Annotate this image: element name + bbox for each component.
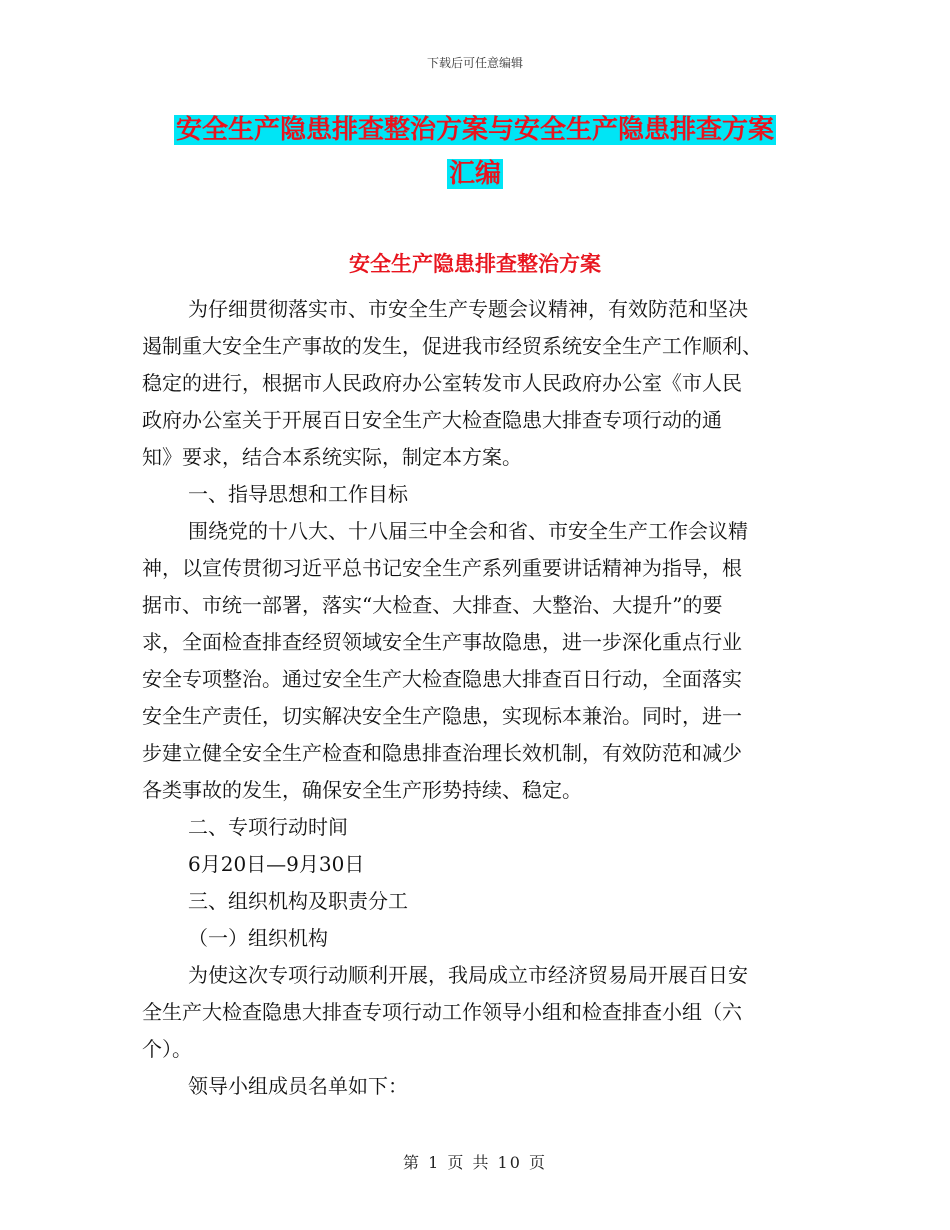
heading-2: 二、专项行动时间 [188, 815, 348, 839]
document-title-line1: 安全生产隐患排查整治方案与安全生产隐患排查方案 [175, 115, 774, 145]
paragraph-line: 为仔细贯彻落实市、市安全生产专题会议精神，有效防范和坚决 [188, 297, 748, 321]
paragraph-line: 各类事故的发生，确保安全生产形势持续、稳定。 [142, 778, 582, 802]
subheading-1: （一）组织机构 [188, 926, 328, 950]
heading-3: 三、组织机构及职责分工 [188, 889, 408, 913]
paragraph-line: 全生产大检查隐患大排查专项行动工作领导小组和检查排查小组（六 [142, 1000, 742, 1024]
paragraph-line: 安全生产责任，切实解决安全生产隐患，实现标本兼治。同时，进一 [142, 704, 742, 728]
header-note: 下载后可任意编辑 [426, 56, 523, 70]
paragraph-line: 知》要求，结合本系统实际，制定本方案。 [142, 445, 522, 469]
paragraph-line: 遏制重大安全生产事故的发生，促进我市经贸系统安全生产工作顺利、 [142, 334, 762, 358]
paragraph-line: 步建立健全安全生产检查和隐患排查治理长效机制，有效防范和减少 [142, 741, 742, 765]
paragraph-line: 求，全面检查排查经贸领域安全生产事故隐患，进一步深化重点行业 [142, 630, 742, 654]
paragraph-line: 稳定的进行，根据市人民政府办公室转发市人民政府办公室《市人民 [142, 371, 742, 395]
heading-1: 一、指导思想和工作目标 [188, 482, 408, 506]
paragraph-line: 围绕党的十八大、十八届三中全会和省、市安全生产工作会议精 [188, 519, 748, 543]
date-range: 6月20日—9月30日 [188, 852, 365, 876]
paragraph-line: 政府办公室关于开展百日安全生产大检查隐患大排查专项行动的通 [142, 408, 722, 432]
page-footer: 第 1 页 共 10 页 [403, 1153, 547, 1172]
paragraph-line: 神，以宣传贯彻习近平总书记安全生产系列重要讲话精神为指导，根 [142, 556, 742, 580]
document-title-line2: 汇编 [448, 159, 501, 189]
paragraph-line: 据市、市统一部署，落实“大检查、大排查、大整治、大提升”的要 [142, 593, 723, 617]
section-title: 安全生产隐患排查整治方案 [349, 251, 601, 276]
paragraph-line: 为使这次专项行动顺利开展，我局成立市经济贸易局开展百日安 [188, 963, 748, 987]
paragraph-line: 安全专项整治。通过安全生产大检查隐患大排查百日行动，全面落实 [142, 667, 742, 691]
paragraph-line: 个）。 [142, 1037, 192, 1061]
paragraph-line: 领导小组成员名单如下： [188, 1074, 408, 1098]
